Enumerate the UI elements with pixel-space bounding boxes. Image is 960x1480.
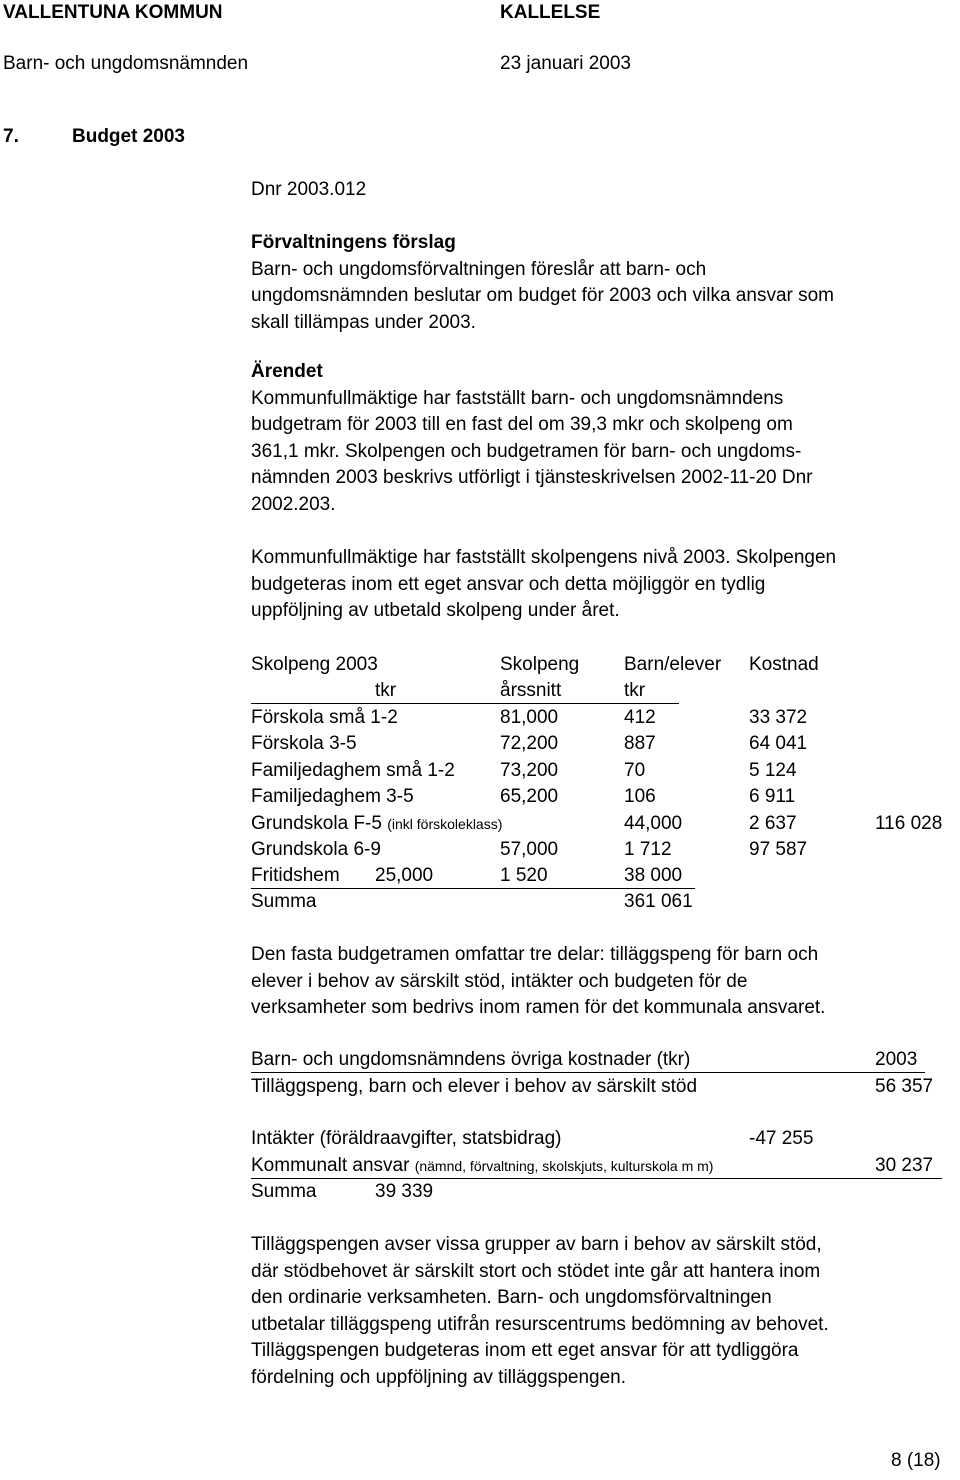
table-row-kostnad: 38 000 xyxy=(624,865,683,886)
table-row-antal: 2 637 xyxy=(749,813,797,834)
ovriga-header-year: 2003 xyxy=(875,1049,918,1070)
ovriga-header-label: Barn- och ungdomsnämndens övriga kostnader (tkr) xyxy=(251,1049,691,1070)
tillaggspeng-line: där stödbehovet är särskilt stort och stödet inte går att hantera inom xyxy=(251,1260,821,1282)
table-row-antal: 412 xyxy=(624,707,656,728)
table-row-label: Grundskola 6-9 xyxy=(251,839,381,860)
arendet-heading: Ärendet xyxy=(251,361,323,382)
table-row-label-text: Grundskola F-5 xyxy=(251,813,382,834)
arendet-line: nämnden 2003 beskrivs utförligt i tjänsteskrivelsen 2002-11-20 Dnr xyxy=(251,467,813,488)
fast-ram-line: verksamheter som bedrivs inom ramen för det kommunala ansvaret. xyxy=(251,997,826,1018)
table-row-label: Förskola små 1-2 xyxy=(251,707,398,728)
table-sum-value: 361 061 xyxy=(624,891,693,912)
arendet-block xyxy=(251,359,951,518)
board-name: Barn- och ungdomsnämnden xyxy=(3,53,249,74)
arendet-line: 361,1 mkr. Skolpengen och budgetramen för barn- och ungdoms- xyxy=(251,440,802,462)
table-row-label: Familjedaghem 3-5 xyxy=(251,786,414,807)
table-row-kostnad: 64 041 xyxy=(749,733,808,754)
forslag-line: ungdomsnämnden beslutar om budget för 2003 och vilka ansvar som xyxy=(251,285,835,306)
table-header-cell: tkr xyxy=(624,680,646,701)
table-row-label: Fritidshem xyxy=(251,865,340,886)
table-row-peng: 44,000 xyxy=(624,813,683,834)
ovriga-kommunalt-label xyxy=(251,1153,713,1180)
arendet-line: budgetram för 2003 till en fast del om 39,3 mkr och skolpeng om xyxy=(251,414,793,435)
table-row-label xyxy=(251,811,502,838)
section-number: 7. xyxy=(3,126,19,147)
tillaggspeng-line: Tilläggspengen avser vissa grupper av barn i behov av särskilt stöd, xyxy=(251,1234,822,1255)
ovriga-summa-value: 39 339 xyxy=(375,1181,434,1202)
ovriga-kommunalt-note: (nämnd, förvaltning, skolskjuts, kulturskola m m) xyxy=(414,1158,714,1174)
table-row-peng: 57,000 xyxy=(500,839,559,860)
tillaggspeng-line: Tilläggspengen budgeteras inom ett eget ansvar för att tydliggöra xyxy=(251,1340,799,1361)
table-row-label-note: (inkl förskoleklass) xyxy=(387,816,503,832)
ovriga-kommunalt-text: Kommunalt ansvar xyxy=(251,1155,410,1176)
table-row-label: Förskola 3-5 xyxy=(251,733,357,754)
meeting-date: 23 januari 2003 xyxy=(500,53,631,74)
ovriga-tillagg-value: 56 357 xyxy=(875,1076,934,1097)
doc-type: KALLELSE xyxy=(500,2,601,23)
ovriga-kommunalt-value: 30 237 xyxy=(875,1155,934,1176)
ovriga-tillagg-label: Tilläggspeng, barn och elever i behov av särskilt stöd xyxy=(251,1076,698,1097)
ovriga-intakter-label: Intäkter (föräldraavgifter, statsbidrag) xyxy=(251,1128,562,1149)
table-row-peng: 81,000 xyxy=(500,707,559,728)
ovriga-summa-label: Summa xyxy=(251,1181,317,1202)
table-header-cell: Skolpeng 2003 xyxy=(251,654,378,675)
table-header-rule xyxy=(251,703,679,704)
tillaggspeng-line: utbetalar tilläggspeng utifrån resurscentrums bedömning av behovet. xyxy=(251,1313,829,1335)
dnr: Dnr 2003.012 xyxy=(251,179,367,200)
table-row-antal: 887 xyxy=(624,733,656,754)
skolpeng-niva-line: budgeteras inom ett eget ansvar och detta möjliggör en tydlig xyxy=(251,573,766,595)
page-number: 8 (18) xyxy=(891,1450,941,1471)
forslag-line: Barn- och ungdomsförvaltningen föreslår att barn- och xyxy=(251,258,707,280)
ovriga-intakter-value: -47 255 xyxy=(749,1128,814,1149)
table-row-kostnad: 33 372 xyxy=(749,707,808,728)
table-header-cell: Kostnad xyxy=(749,654,819,675)
tillaggspeng-block xyxy=(251,1232,951,1391)
arendet-line: Kommunfullmäktige har fastställt barn- och ungdomsnämndens xyxy=(251,387,784,409)
table-row-label: Familjedaghem små 1-2 xyxy=(251,760,455,781)
forslag-line: skall tillämpas under 2003. xyxy=(251,311,476,333)
fast-ram-line: Den fasta budgetramen omfattar tre delar: tilläggspeng för barn och xyxy=(251,944,819,965)
table-row-peng: 25,000 xyxy=(375,865,434,886)
table-row-antal: 70 xyxy=(624,760,646,781)
table-sum-label: Summa xyxy=(251,891,317,912)
table-row-kostnad: 116 028 xyxy=(875,813,943,834)
forslag-block xyxy=(251,230,951,336)
table-row-antal: 1 712 xyxy=(624,839,672,860)
table-header-cell: Skolpeng xyxy=(500,654,580,675)
forslag-heading: Förvaltningens förslag xyxy=(251,232,456,253)
fast-ram-line: elever i behov av särskilt stöd, intäkter och budgeten för de xyxy=(251,970,748,992)
table-row-antal: 1 520 xyxy=(500,865,548,886)
table-row-peng: 65,200 xyxy=(500,786,559,807)
tillaggspeng-line: fördelning och uppföljning av tilläggspengen. xyxy=(251,1366,626,1388)
skolpeng-niva-line: Kommunfullmäktige har fastställt skolpengens nivå 2003. Skolpengen xyxy=(251,547,837,568)
table-row-kostnad: 6 911 xyxy=(749,786,796,807)
section-title: Budget 2003 xyxy=(72,126,185,147)
table-header-cell: tkr xyxy=(375,680,397,701)
tillaggspeng-line: den ordinarie verksamheten. Barn- och ungdomsförvaltningen xyxy=(251,1287,772,1308)
table-row-kostnad: 97 587 xyxy=(749,839,808,860)
ovriga-sum-rule xyxy=(251,1178,942,1179)
fast-ram-block xyxy=(251,942,951,1022)
ovriga-header-rule xyxy=(251,1072,925,1073)
skolpeng-niva-block xyxy=(251,545,951,625)
table-row-peng: 73,200 xyxy=(500,760,559,781)
skolpeng-niva-line: uppföljning av utbetald skolpeng under året. xyxy=(251,600,620,621)
table-row-antal: 106 xyxy=(624,786,656,807)
table-header-cell: årssnitt xyxy=(500,680,562,701)
arendet-line: 2002.203. xyxy=(251,493,336,515)
table-row-peng: 72,200 xyxy=(500,733,559,754)
table-header-cell: Barn/elever xyxy=(624,654,722,675)
table-row-kostnad: 5 124 xyxy=(749,760,797,781)
org-name: VALLENTUNA KOMMUN xyxy=(3,2,223,23)
